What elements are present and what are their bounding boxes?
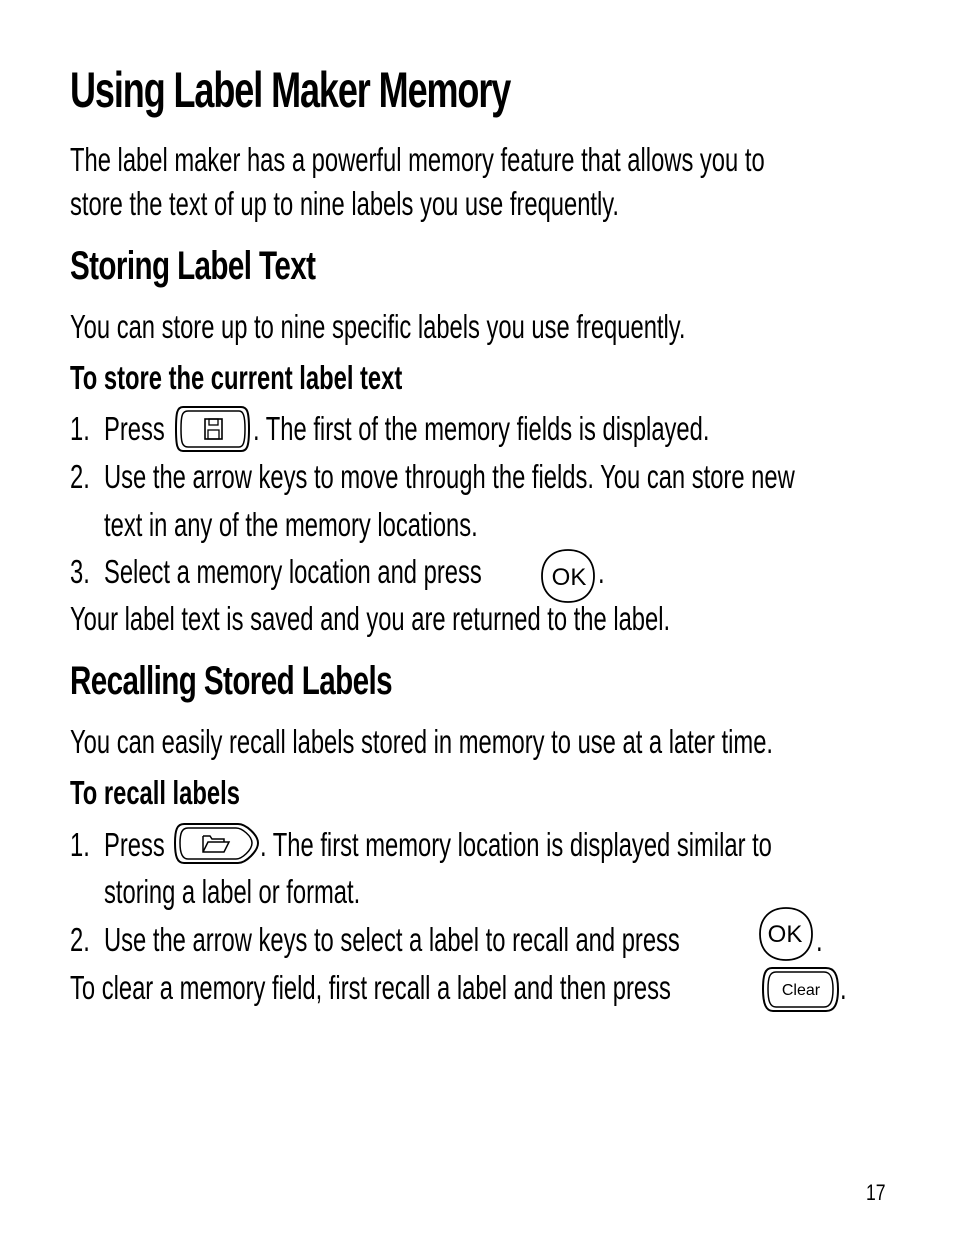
clear-key-icon <box>762 965 840 1015</box>
svg-text:OK: OK <box>551 564 587 591</box>
storing-step-3-text-after: . <box>598 553 605 590</box>
recalling-step-1-number: 1. <box>70 826 90 863</box>
clear-note-text-before: To clear a memory field, first recall a label and then press <box>70 969 671 1006</box>
storing-step-1-text-before: Press <box>104 410 165 447</box>
recalling-step-2-number: 2. <box>70 921 90 958</box>
ok-key-icon <box>756 905 816 963</box>
recalling-step-1-line-2: storing a label or format. <box>104 873 361 910</box>
svg-text:Clear: Clear <box>781 982 821 999</box>
intro-line-2: store the text of up to nine labels you use frequently. <box>70 185 620 222</box>
storing-step-3-text-before: Select a memory location and press <box>104 553 482 590</box>
recalling-procedure-heading: To recall labels <box>70 774 240 811</box>
page-title: Using Label Maker Memory <box>70 62 511 118</box>
recalling-step-2-text-before: Use the arrow keys to select a label to recall and press <box>104 921 680 958</box>
storing-step-2-number: 2. <box>70 458 90 495</box>
storing-result: Your label text is saved and you are returned to the label. <box>70 600 671 637</box>
intro-line-1: The label maker has a powerful memory feature that allows you to <box>70 141 765 178</box>
save-key-icon <box>175 403 251 455</box>
svg-text:OK: OK <box>767 921 803 948</box>
recalling-heading: Recalling Stored Labels <box>70 659 392 703</box>
recalling-step-2-text-after: . <box>816 921 823 958</box>
clear-note-text-after: . <box>840 969 847 1006</box>
recalling-description: You can easily recall labels stored in memory to use at a later time. <box>70 723 774 760</box>
storing-heading: Storing Label Text <box>70 244 316 288</box>
storing-step-1-text-after: . The first of the memory fields is displayed. <box>253 410 710 447</box>
storing-procedure-heading: To store the current label text <box>70 359 403 396</box>
storing-step-1-number: 1. <box>70 410 90 447</box>
storing-step-2-line-2: text in any of the memory locations. <box>104 506 478 543</box>
storing-description: You can store up to nine specific labels you use frequently. <box>70 308 686 345</box>
folder-key-icon <box>174 821 260 867</box>
recalling-step-1-text-after: . The first memory location is displayed similar to <box>260 826 772 863</box>
page-number: 17 <box>866 1180 886 1205</box>
storing-step-2-line-1: Use the arrow keys to move through the fields. You can store new <box>104 458 795 495</box>
recalling-step-1-text-before: Press <box>104 826 165 863</box>
storing-step-3-number: 3. <box>70 553 90 590</box>
ok-key-icon <box>538 547 598 605</box>
